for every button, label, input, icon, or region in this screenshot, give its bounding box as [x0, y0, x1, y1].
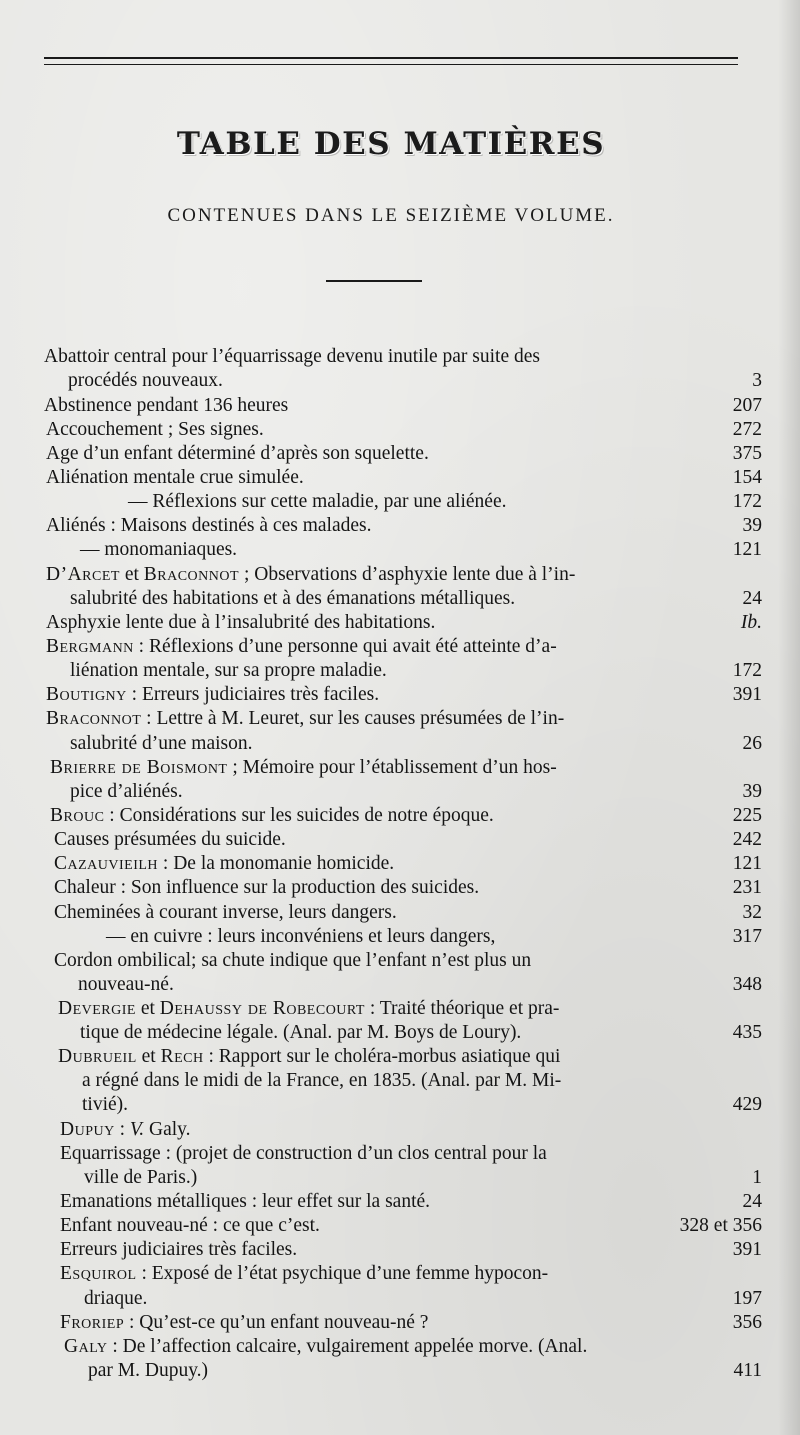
toc-line	[88, 1359, 762, 1383]
toc-line	[80, 538, 762, 562]
toc-entry-text: Cazauvieilh : De la monomanie homicide.	[54, 853, 395, 874]
author-name: Esquirol	[60, 1263, 137, 1284]
toc-entry-text: Dubrueil et Rech : Rapport sur le choléra-morbus asiatique qui	[58, 1046, 561, 1067]
toc-entry-text: Accouchement ; Ses signes.	[46, 419, 264, 440]
toc-entry-text: Erreurs judiciaires très faciles.	[60, 1239, 298, 1260]
toc-line	[128, 490, 762, 514]
toc-page-number: 24	[742, 1191, 762, 1212]
toc-entry-text: Abstinence pendant 136 heures	[44, 395, 289, 416]
toc-page-number: 231	[732, 877, 762, 898]
toc-page-number: 32	[742, 902, 762, 923]
toc-page-number: 391	[732, 1239, 762, 1260]
toc-line	[60, 1311, 762, 1335]
toc-page-number: 375	[732, 443, 762, 464]
toc-entry-text: Equarrissage : (projet de construction d’un clos central pour la	[60, 1143, 547, 1164]
toc-entry-text: — Réflexions sur cette maladie, par une aliénée.	[128, 491, 507, 512]
toc-entry-text: Cordon ombilical; sa chute indique que l’enfant n’est plus un	[54, 950, 532, 971]
toc-entry-text: Age d’un enfant déterminé d’après son squelette.	[46, 443, 429, 464]
toc-page-number: 121	[732, 539, 762, 560]
author-name: Dehaussy de Robecourt	[159, 998, 365, 1019]
toc-entry-text: Froriep : Qu’est-ce qu’un enfant nouveau-né ?	[60, 1312, 429, 1333]
author-name: Brierre de Boismont	[50, 757, 228, 778]
toc-entry-text: Esquirol : Exposé de l’état psychique d’une femme hypocon-	[60, 1263, 549, 1284]
author-name: D’Arcet	[46, 564, 120, 585]
toc-page-number: 348	[732, 974, 762, 995]
toc-entry-text: — en cuivre : leurs inconvéniens et leurs dangers,	[106, 926, 496, 947]
toc-line	[58, 997, 762, 1021]
toc-page-number: 26	[742, 733, 762, 754]
toc-page-number: 39	[742, 781, 762, 802]
author-name: Braconnot	[46, 708, 142, 729]
toc-line	[46, 466, 762, 490]
toc-line	[46, 635, 762, 659]
toc-page-number: 411	[733, 1360, 762, 1381]
toc-entry-text: Brierre de Boismont ; Mémoire pour l’établissement d’un hos-	[50, 757, 557, 778]
toc-line	[54, 949, 710, 973]
toc-line	[46, 442, 762, 466]
toc-page-number: 328 et 356	[679, 1215, 762, 1236]
author-name: Devergie	[58, 998, 136, 1019]
toc-line	[54, 852, 762, 876]
toc-page-number: 356	[732, 1312, 762, 1333]
toc-entry-text: Abattoir central pour l’équarrissage devenu inutile par suite des	[44, 346, 540, 367]
author-name: Cazauvieilh	[54, 853, 159, 874]
toc-entry-text: procédés nouveaux.	[68, 370, 223, 391]
toc-page-number: 435	[732, 1022, 762, 1043]
toc-line	[54, 901, 762, 925]
top-rule-thin	[44, 64, 738, 65]
author-name: Brouc	[50, 805, 105, 826]
toc-entry-text: a régné dans le midi de la France, en 1835. (Anal. par M. Mi-	[82, 1070, 562, 1091]
author-name: Braconnot	[143, 564, 240, 585]
toc-page-number: 242	[732, 829, 762, 850]
toc-line	[80, 1021, 762, 1045]
toc-line	[70, 732, 762, 756]
toc-entry-text: Boutigny : Erreurs judiciaires très faciles.	[46, 684, 380, 705]
toc-page-number: 172	[732, 660, 762, 681]
author-name: Dubrueil	[58, 1046, 137, 1067]
toc-line	[46, 514, 762, 538]
toc-entry-text: Bergmann : Réflexions d’une personne qui avait été atteinte d’a-	[46, 636, 557, 657]
toc-line	[54, 876, 762, 900]
toc-line	[60, 1262, 762, 1286]
toc-entry-text: Dupuy : V. Galy.	[60, 1119, 191, 1140]
toc-page-number: 24	[742, 588, 762, 609]
author-name: Boutigny	[46, 684, 127, 705]
toc-entry-text: Galy : De l’affection calcaire, vulgairement appelée morve. (Anal.	[64, 1336, 588, 1357]
toc-page-number: 225	[732, 805, 762, 826]
toc-entry-text: D’Arcet et Braconnot ; Observations d’asphyxie lente due à l’in-	[46, 564, 576, 585]
toc-entry-text: ville de Paris.)	[84, 1167, 198, 1188]
toc-page-number: 429	[732, 1094, 762, 1115]
toc-line	[82, 1093, 762, 1117]
toc-line	[46, 683, 762, 707]
toc-line	[44, 345, 700, 369]
toc-entry-text: Cheminées à courant inverse, leurs dangers.	[54, 902, 397, 923]
toc-page-number: 3	[752, 370, 762, 391]
toc-page-number: 39	[742, 515, 762, 536]
toc-line	[68, 369, 762, 393]
toc-page-number: 207	[732, 395, 762, 416]
toc-entry-text: driaque.	[84, 1288, 148, 1309]
toc-page-number: 172	[732, 491, 762, 512]
toc-line	[44, 394, 762, 418]
toc-page-number: 197	[732, 1288, 762, 1309]
author-name: Bergmann	[46, 636, 134, 657]
author-name: Dupuy	[60, 1119, 115, 1140]
toc-entry-text: tivié).	[82, 1094, 129, 1115]
toc-page-number: 121	[732, 853, 762, 874]
author-name: Galy	[64, 1336, 108, 1357]
toc-line	[60, 1142, 762, 1166]
toc-entry-text: pice d’aliénés.	[70, 781, 183, 802]
toc-line	[70, 780, 762, 804]
toc-entry-text: Braconnot : Lettre à M. Leuret, sur les causes présumées de l’in-	[46, 708, 565, 729]
toc-line	[46, 563, 762, 587]
toc-entry-text: Causes présumées du suicide.	[54, 829, 286, 850]
toc-line	[70, 659, 762, 683]
toc-page-number: 272	[732, 419, 762, 440]
toc-page-number: 317	[732, 926, 762, 947]
toc-line	[50, 804, 762, 828]
toc-page-number: 1	[752, 1167, 762, 1188]
toc-entry-text: par M. Dupuy.)	[88, 1360, 209, 1381]
page-title: TABLE DES MATIÈRES	[176, 126, 606, 162]
toc-entry-text: liénation mentale, sur sa propre maladie.	[70, 660, 387, 681]
toc-line	[54, 828, 762, 852]
cross-reference: V.	[129, 1119, 145, 1140]
toc-entry-text: nouveau-né.	[78, 974, 174, 995]
toc-line	[58, 1045, 762, 1069]
toc-line	[46, 611, 762, 635]
toc-entry-text: Devergie et Dehaussy de Robecourt : Traité théorique et pra-	[58, 998, 560, 1019]
toc-line	[64, 1335, 762, 1359]
toc-page-number: 154	[732, 467, 762, 488]
toc-line	[50, 756, 762, 780]
toc-page-number: 391	[732, 684, 762, 705]
toc-page-number: Ib.	[740, 612, 762, 633]
toc-line	[84, 1287, 762, 1311]
toc-entry-text: — monomaniaques.	[80, 539, 238, 560]
toc-line	[60, 1118, 762, 1142]
toc-entry-text: Asphyxie lente due à l’insalubrité des habitations.	[46, 612, 436, 633]
toc-entry-text: Aliénation mentale crue simulée.	[46, 467, 304, 488]
toc-line	[82, 1069, 762, 1093]
toc-entry-text: Brouc : Considérations sur les suicides de notre époque.	[50, 805, 494, 826]
toc-line	[106, 925, 762, 949]
toc-entry-text: Emanations métalliques : leur effet sur la santé.	[60, 1191, 431, 1212]
toc-line	[60, 1190, 762, 1214]
toc-line	[46, 418, 762, 442]
page-subtitle: CONTENUES DANS LE SEIZIÈME VOLUME.	[167, 205, 615, 226]
toc-line	[60, 1238, 762, 1262]
section-divider	[326, 280, 422, 282]
toc-entry-text: Enfant nouveau-né : ce que c’est.	[60, 1215, 320, 1236]
toc-entry-text: Aliénés : Maisons destinés à ces malades.	[46, 515, 372, 536]
toc-entry-text: salubrité d’une maison.	[70, 733, 253, 754]
toc-line	[60, 1214, 762, 1238]
toc-entry-text: tique de médecine légale. (Anal. par M. Boys de Loury).	[80, 1022, 522, 1043]
author-name: Froriep	[60, 1312, 125, 1333]
toc-entry-text: salubrité des habitations et à des émanations métalliques.	[70, 588, 516, 609]
toc-line	[84, 1166, 762, 1190]
toc-line	[78, 973, 762, 997]
toc-line	[70, 587, 762, 611]
toc-entry-text: Chaleur : Son influence sur la production des suicides.	[54, 877, 480, 898]
toc-line	[46, 707, 762, 731]
author-name: Rech	[160, 1046, 204, 1067]
top-rule-thick	[44, 57, 738, 59]
